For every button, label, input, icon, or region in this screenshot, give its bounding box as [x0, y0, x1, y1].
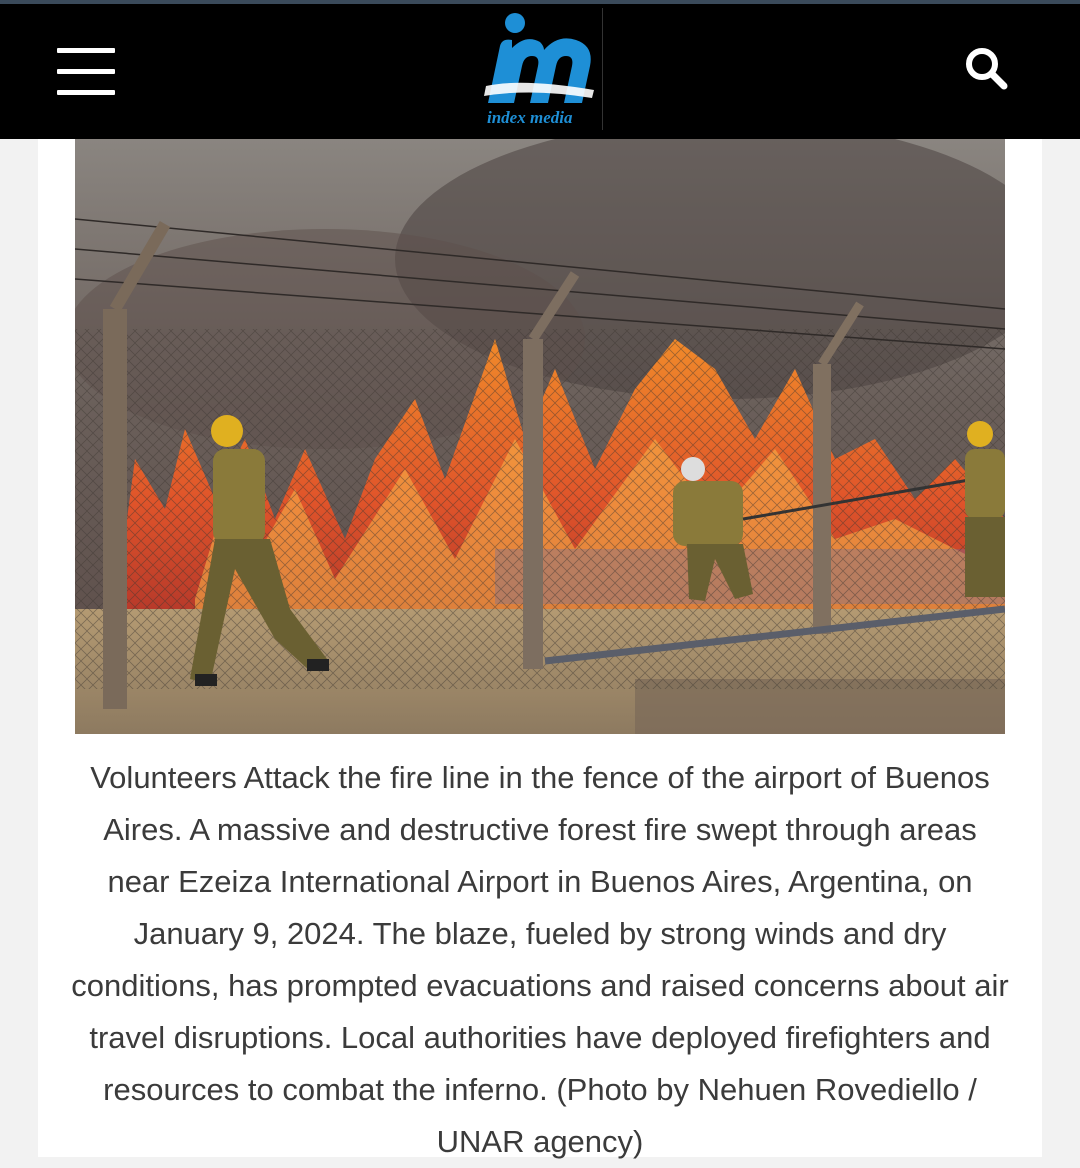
hamburger-menu-icon[interactable]	[57, 48, 115, 98]
article-photo	[75, 139, 1005, 734]
logo-text: index media	[487, 108, 573, 127]
photo-caption: Volunteers Attack the fire line in the fence of the airport of Buenos Aires. A massive and destructive forest fire swept through areas near Ezeiza International Airport in Buenos Aires, Argentina, on January 9, 2024. The blaze, fueled by strong winds and dry conditions, has prompted evacuations and raised concerns about air travel disruptions. Local authorities have deployed firefighters and resources to combat the inferno. (Photo by Nehuen Rovediello / UNAR agency)	[71, 760, 1009, 1159]
site-logo[interactable]	[482, 8, 603, 130]
top-nav-bar	[0, 0, 1080, 139]
search-icon[interactable]	[962, 44, 1010, 92]
